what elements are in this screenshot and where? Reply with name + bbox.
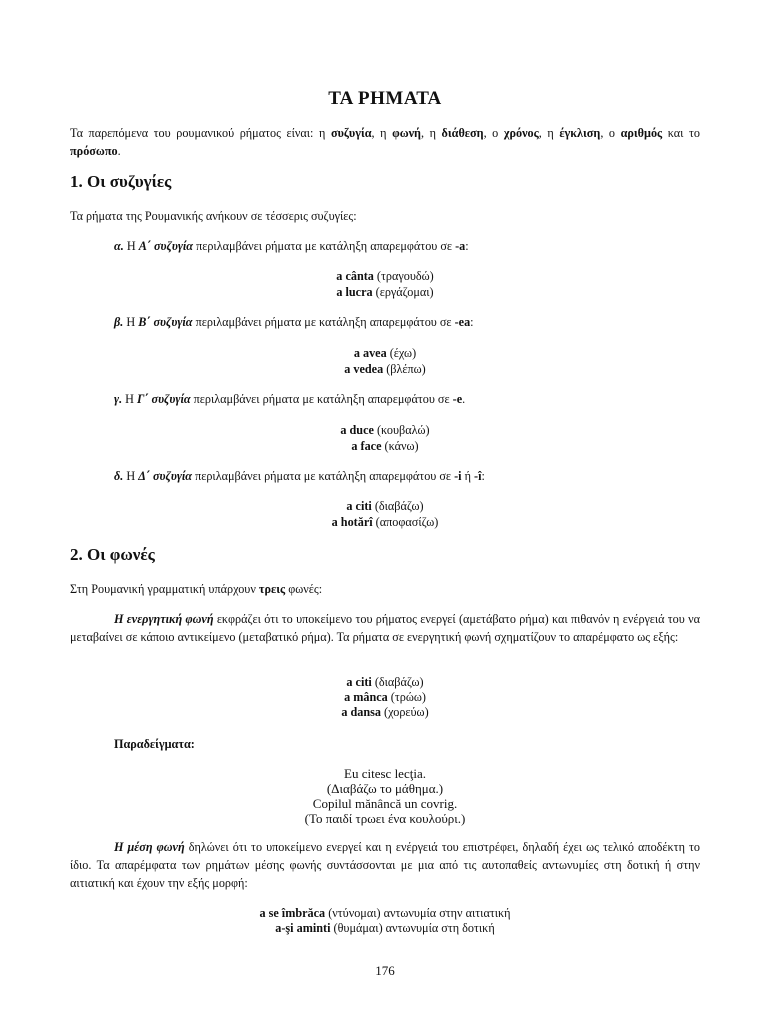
- example-verb: a hotărî (αποφασίζω): [331, 515, 439, 529]
- example-verb: a-şi aminti (θυμάμαι) αντωνυμία στη δοτική: [275, 921, 495, 935]
- example-verb: a duce (κουβαλώ): [340, 423, 430, 437]
- conjugation-a: α. Η Α΄ συζυγία περιλαμβάνει ρήματα με κατάληξη απαρεμφάτου σε -a:: [114, 239, 469, 253]
- intro-paragraph: Τα παρεπόμενα του ρουμανικού ρήματος είναι: η συζυγία, η φωνή, η διάθεση, ο χρόνος, η έγκλιση, ο αριθμός και το πρόσωπο.: [70, 126, 701, 158]
- example-sentence: Copilul mănâncă un covrig.: [312, 796, 458, 811]
- example-verb: a avea (έχω): [353, 346, 417, 360]
- middle-voice-paragraph: Η μέση φωνή δηλώνει ότι το υποκείμενο ενεργεί και η ενέργειά του επιστρέφει, δηλαδή έχει ως τελικό αποδέκτη το ίδιο. Τα απαρέμφατα των ρημάτων μέσης φωνής συντάσσονται με μια από τις αυτοπαθείς αντωνυμίες στη δοτική ή στην αιτιατική και έχουν την εξής μορφή:: [70, 840, 700, 890]
- active-voice-paragraph: Η ενεργητική φωνή εκφράζει ότι το υποκείμενο του ρήματος ενεργεί (αμετάβατο ρήμα) και πιθανόν η ενέργειά του να μεταβαίνει σε κάποιο αντικείμενο (μεταβατικό ρήμα). Τα ρήματα σε ενεργητική φωνή σχηματίζουν το απαρέμφατο ως εξής:: [70, 612, 701, 644]
- section-heading-voices: 2. Οι φωνές: [70, 545, 155, 564]
- conjugation-b: β. Η Β΄ συζυγία περιλαμβάνει ρήματα με κατάληξη απαρεμφάτου σε -ea:: [114, 315, 474, 329]
- example-verb: a mânca (τρώω): [344, 690, 426, 704]
- example-verb: a dansa (χορεύω): [341, 705, 429, 719]
- conjugations-lead: Τα ρήματα της Ρουμανικής ανήκουν σε τέσσερις συζυγίες:: [70, 209, 357, 223]
- conjugation-c: γ. Η Γ΄ συζυγία περιλαμβάνει ρήματα με κατάληξη απαρεμφάτου σε -e.: [114, 392, 466, 406]
- page-number: 176: [375, 963, 395, 978]
- example-verb: a lucra (εργάζομαι): [336, 285, 434, 299]
- voices-lead: Στη Ρουμανική γραμματική υπάρχουν τρεις φωνές:: [70, 582, 323, 596]
- example-verb: a vedea (βλέπω): [344, 362, 426, 376]
- example-verb: a se îmbrăca (ντύνομαι) αντωνυμία στην αιτιατική: [259, 906, 511, 920]
- section-heading-conjugations: 1. Οι συζυγίες: [70, 172, 172, 191]
- example-verb: a citi (διαβάζω): [346, 499, 424, 513]
- example-verb: a face (κάνω): [351, 439, 419, 453]
- example-translation: (Το παιδί τρωει ένα κουλούρι.): [304, 811, 466, 826]
- example-verb: a cânta (τραγουδώ): [336, 269, 434, 283]
- examples-label: Παραδείγματα:: [114, 737, 195, 751]
- conjugation-d: δ. Η Δ΄ συζυγία περιλαμβάνει ρήματα με κατάληξη απαρεμφάτου σε -i ή -î:: [114, 469, 485, 483]
- example-sentence: Eu citesc lecţia.: [344, 766, 426, 781]
- example-translation: (Διαβάζω το μάθημα.): [326, 781, 444, 796]
- page-title: ΤΑ ΡΗΜΑΤΑ: [328, 88, 442, 109]
- example-verb: a citi (διαβάζω): [346, 675, 424, 689]
